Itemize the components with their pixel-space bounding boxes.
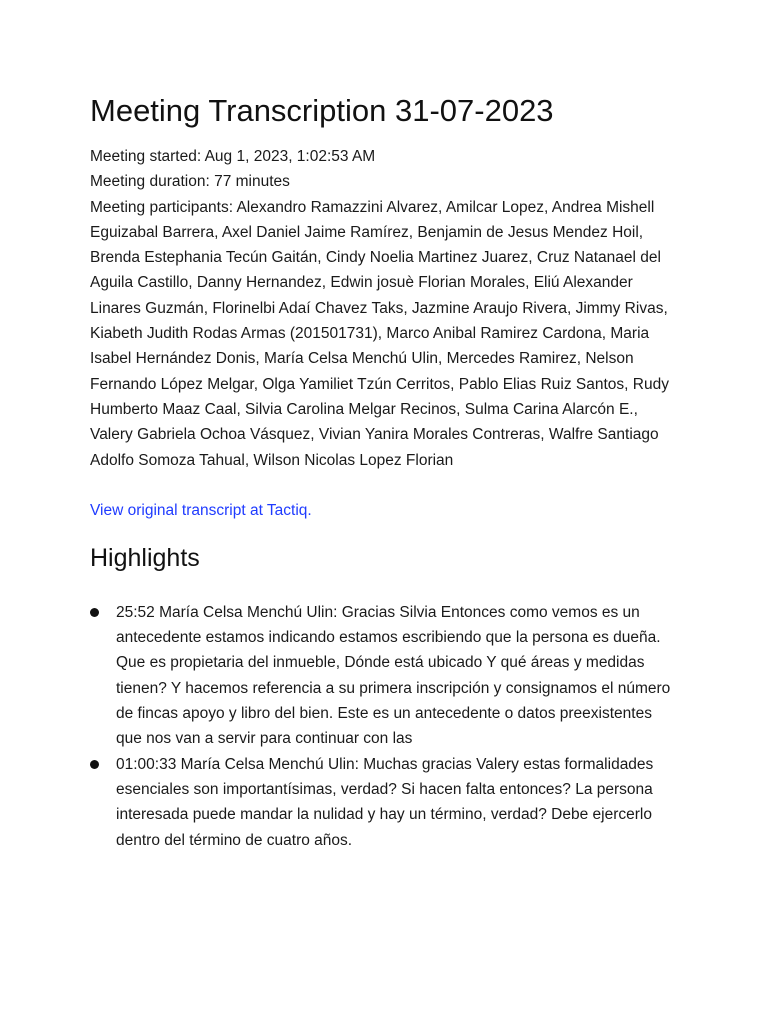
bullet-icon (90, 760, 99, 769)
bullet-icon (90, 608, 99, 617)
page-title: Meeting Transcription 31-07-2023 (90, 93, 554, 128)
meeting-participants: Meeting participants: Alexandro Ramazzini Alvarez, Amilcar Lopez, Andrea Mishell Eguizabal Barrera, Axel Daniel Jaime Ramírez, Benjamin de Jesus Mendez Hoil, Brenda Estephania Tecún Gaitán, Cindy Noelia Martinez Juarez, Cruz Natanael del Aguila Castillo, Danny Hernandez, Edwin josuè Florian Morales, Eliú Alexander Linares Guzmán, Florinelbi Adaí Chavez Taks, Jazmine Araujo Rivera, Jimmy Rivas, Kiabeth Judith Rodas Armas (201501731), Marco Anibal Ramirez Cardona, Maria Isabel Hernández Donis, María Celsa Menchú Ulin, Mercedes Ramirez, Nelson Fernando López Melgar, Olga Yamiliet Tzún Cerritos, Pablo Elias Ruiz Santos, Rudy Humberto Maaz Caal, Silvia Carolina Melgar Recinos, Sulma Carina Alarcón E., Valery Gabriela Ochoa Vásquez, Vivian Yanira Morales Contreras, Walfre Santiago Adolfo Somoza Tahual, Wilson Nicolas Lopez Florian (90, 198, 669, 469)
meeting-started: Meeting started: Aug 1, 2023, 1:02:53 AM (90, 148, 376, 165)
highlight-text: 01:00:33 María Celsa Menchú Ulin: Muchas gracias Valery estas formalidades esenciales son importantísimas, verdad? Si hacen falta entonces? La persona interesada puede mandar la nulidad y hay un término, verdad? Debe ejercerlo dentro del término de cuatro años. (116, 755, 654, 849)
highlight-text: 25:52 María Celsa Menchú Ulin: Gracias Silvia Entonces como vemos es un antecedente estamos indicando estamos escribiendo que la persona es dueña. Que es propietaria del inmueble, Dónde está ubicado Y qué áreas y medidas tienen? Y hacemos referencia a su primera inscripción y consignamos el número de fincas apoyo y libro del bien. Este es un antecedente o datos preexistentes que nos van a servir para continuar con las (116, 603, 671, 748)
highlights-list (90, 600, 678, 853)
highlight-item (90, 600, 678, 752)
highlight-item (90, 752, 678, 853)
view-transcript-link[interactable]: View original transcript at Tactiq. (90, 501, 312, 519)
meeting-duration: Meeting duration: 77 minutes (90, 173, 290, 191)
meeting-meta (90, 144, 678, 473)
highlights-heading: Highlights (90, 543, 200, 572)
transcript-link-row (90, 498, 678, 523)
